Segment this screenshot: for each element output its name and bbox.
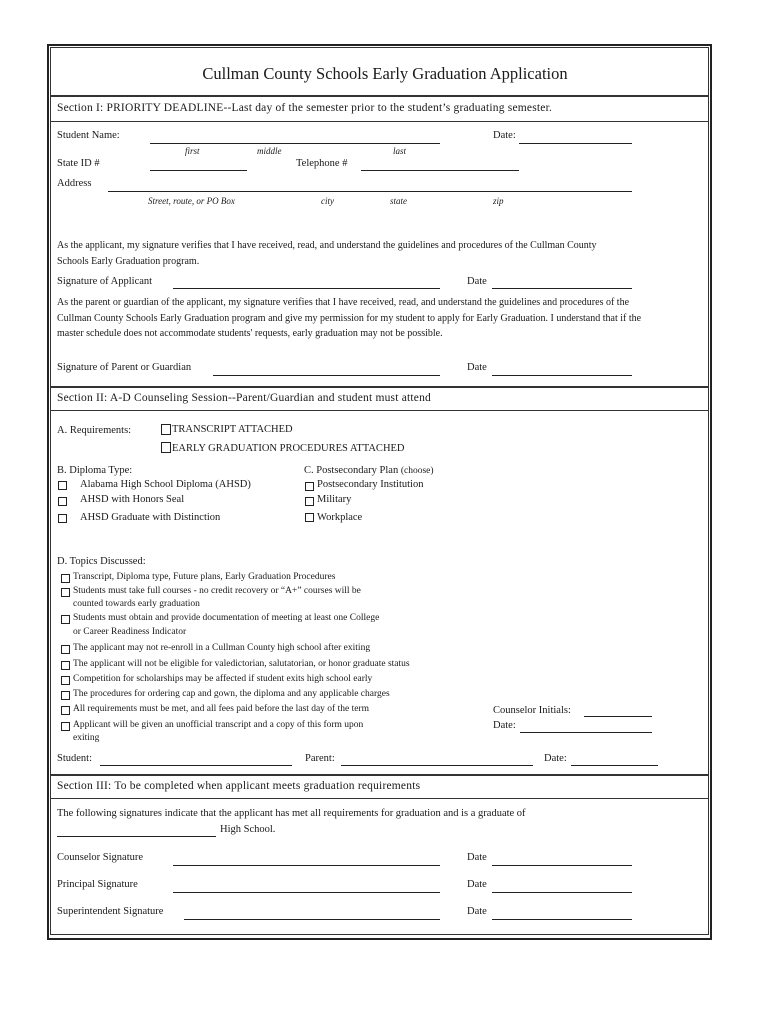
signature-applicant-label: Signature of Applicant [57, 276, 153, 287]
checkbox-topic-4[interactable] [61, 645, 70, 654]
counselor-initials-field[interactable] [584, 716, 652, 717]
topic-item: Students must obtain and provide documentation of meeting at least one College [73, 613, 380, 623]
section3-heading: Section III: To be completed when applicant meets graduation requirements [57, 780, 421, 792]
date-field[interactable] [519, 143, 632, 144]
applicant-statement: As the applicant, my signature verifies that I have received, read, and understand the guidelines and procedures of the Cullman County Schools Early Graduation program. [57, 240, 597, 267]
topics-label: D. Topics Discussed: [57, 556, 146, 567]
diploma-item-honors: AHSD with Honors Seal [80, 494, 185, 505]
date-label: Date [467, 852, 487, 863]
name-middle-hint: middle [257, 146, 282, 156]
date-label: Date: [544, 753, 567, 764]
topic-item: Competition for scholarships may be affected if student exits high school early [73, 674, 373, 684]
checkbox-postsecondary[interactable] [305, 482, 314, 491]
checkbox-topic-2[interactable] [61, 588, 70, 597]
date-field[interactable] [492, 865, 632, 866]
divider [51, 386, 708, 388]
diploma-item-distinction: AHSD Graduate with Distinction [80, 512, 221, 523]
telephone-label: Telephone # [296, 158, 348, 169]
topic-item: The procedures for ordering cap and gown, the diploma and any applicable charges [73, 689, 390, 699]
checkbox-topic-6[interactable] [61, 676, 70, 685]
address-label: Address [57, 178, 92, 189]
date-field[interactable] [492, 375, 632, 376]
divider [51, 774, 708, 776]
address-field[interactable] [108, 191, 632, 192]
diploma-item-ahsd: Alabama High School Diploma (AHSD) [80, 479, 251, 490]
principal-signature-label: Principal Signature [57, 879, 138, 890]
date-field[interactable] [492, 919, 632, 920]
date-field[interactable] [520, 732, 652, 733]
topic-item: or Career Readiness Indicator [73, 627, 187, 637]
telephone-field[interactable] [361, 170, 519, 171]
divider [51, 95, 708, 97]
req-item-procedures: EARLY GRADUATION PROCEDURES ATTACHED [172, 443, 405, 454]
plan-item-postsecondary: Postsecondary Institution [317, 479, 424, 490]
plan-item-military: Military [317, 494, 352, 505]
student-name-field[interactable] [150, 143, 440, 144]
date-label: Date [467, 879, 487, 890]
state-id-label: State ID # [57, 158, 100, 169]
checkbox-topic-7[interactable] [61, 691, 70, 700]
topic-item: The applicant will not be eligible for valedictorian, salutatorian, or honor graduate status [73, 659, 410, 669]
checkbox-distinction[interactable] [58, 514, 67, 523]
form-title: Cullman County Schools Early Graduation Application [202, 64, 568, 83]
parent-statement: As the parent or guardian of the applicant, my signature verifies that I have received, read, and understand the guidelines and procedures of the Cullman County Schools Early Graduation program and give my permission for my student to apply for Early Graduation. I understand that if the master schedule does not accommodate students' requests, early graduation may not be possible. [57, 297, 642, 339]
addr-state-hint: state [390, 196, 407, 206]
requirements-label: A. Requirements: [57, 425, 132, 436]
checkbox-topic-1[interactable] [61, 574, 70, 583]
divider [51, 121, 708, 122]
date-label: Date [467, 906, 487, 917]
plan-item-workplace: Workplace [317, 512, 363, 523]
addr-zip-hint: zip [493, 196, 504, 206]
date-label: Date [467, 276, 487, 287]
name-last-hint: last [393, 146, 407, 156]
date-field[interactable] [492, 288, 632, 289]
checkbox-procedures[interactable] [161, 442, 171, 453]
checkbox-topic-8[interactable] [61, 706, 70, 715]
topic-item: exiting [73, 733, 100, 743]
checkbox-topic-9[interactable] [61, 722, 70, 731]
student-name-label: Student Name: [57, 130, 120, 141]
graduate-statement: The following signatures indicate that the applicant has met all requirements for graduation and is a graduate of [57, 808, 526, 819]
high-school-label: High School. [220, 824, 276, 835]
parent-field[interactable] [341, 765, 533, 766]
addr-street-hint: Street, route, or PO Box [148, 196, 235, 206]
topic-item: counted towards early graduation [73, 599, 200, 609]
plan-label-text: C. Postsecondary Plan [304, 465, 399, 476]
signature-parent-label: Signature of Parent or Guardian [57, 362, 192, 373]
superintendent-signature-label: Superintendent Signature [57, 906, 164, 917]
topic-item: Applicant will be given an unofficial transcript and a copy of this form upon [73, 720, 364, 730]
superintendent-signature-field[interactable] [184, 919, 440, 920]
checkbox-workplace[interactable] [305, 513, 314, 522]
plan-choose-text: (choose) [400, 466, 434, 476]
topic-item: Transcript, Diploma type, Future plans, Early Graduation Procedures [73, 572, 336, 582]
checkbox-ahsd[interactable] [58, 481, 67, 490]
counselor-signature-field[interactable] [173, 865, 440, 866]
principal-signature-field[interactable] [173, 892, 440, 893]
high-school-field[interactable] [57, 836, 216, 837]
diploma-type-label: B. Diploma Type: [57, 465, 133, 476]
name-first-hint: first [185, 146, 200, 156]
state-id-field[interactable] [150, 170, 247, 171]
section1-heading: Section I: PRIORITY DEADLINE--Last day of the semester prior to the student’s graduating semester. [57, 102, 553, 114]
form-inner-border [50, 47, 709, 935]
divider [51, 410, 708, 411]
student-label: Student: [57, 753, 93, 764]
checkbox-topic-5[interactable] [61, 661, 70, 670]
postsecondary-plan-label [304, 465, 434, 476]
topic-item: The applicant may not re-enroll in a Cullman County high school after exiting [73, 643, 371, 653]
topic-item: All requirements must be met, and all fees paid before the last day of the term [73, 704, 369, 714]
counselor-signature-label: Counselor Signature [57, 852, 144, 863]
addr-city-hint: city [321, 196, 334, 206]
checkbox-transcript[interactable] [161, 424, 171, 435]
counselor-initials-label: Counselor Initials: [493, 705, 571, 716]
checkbox-topic-3[interactable] [61, 615, 70, 624]
date-label: Date: [493, 130, 516, 141]
parent-label: Parent: [305, 753, 335, 764]
section2-heading: Section II: A-D Counseling Session--Parent/Guardian and student must attend [57, 392, 431, 404]
date-field[interactable] [571, 765, 658, 766]
topic-item: Students must take full courses - no credit recovery or “A+” courses will be [73, 586, 361, 596]
signature-applicant-field[interactable] [173, 288, 440, 289]
date-label: Date [467, 362, 487, 373]
checkbox-military[interactable] [305, 497, 314, 506]
checkbox-honors[interactable] [58, 497, 67, 506]
date-field[interactable] [492, 892, 632, 893]
divider [51, 798, 708, 799]
signature-parent-field[interactable] [213, 375, 440, 376]
date-label: Date: [493, 720, 516, 731]
student-field[interactable] [100, 765, 292, 766]
req-item-transcript: TRANSCRIPT ATTACHED [172, 424, 293, 435]
